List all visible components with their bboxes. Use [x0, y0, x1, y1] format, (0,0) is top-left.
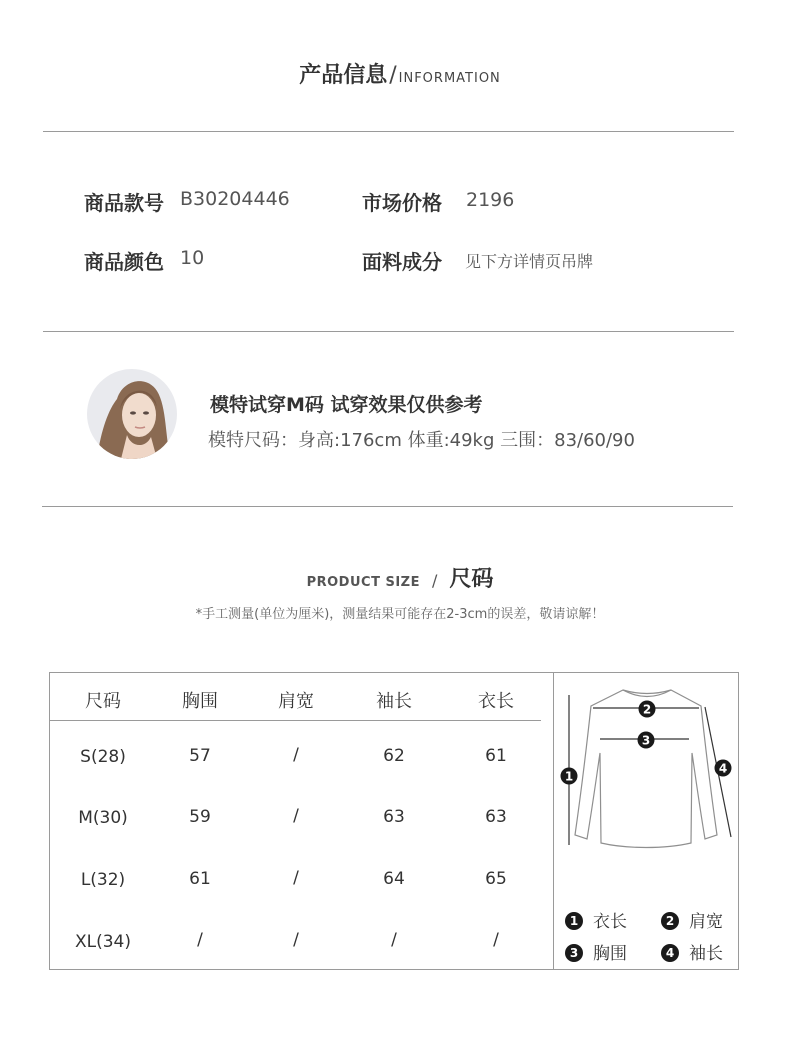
- column-header-shoulder: 肩宽: [278, 691, 314, 712]
- color-label: 商品颜色: [84, 250, 164, 274]
- table-cell: 65: [485, 869, 507, 889]
- info-title-en: INFORMATION: [398, 71, 501, 86]
- garment-measurement-diagram: [555, 673, 738, 863]
- price-label: 市场价格: [362, 191, 442, 215]
- table-cell: 59: [189, 807, 211, 827]
- table-cell: 63: [485, 807, 507, 827]
- info-title-slash: /: [389, 63, 397, 88]
- table-cell: /: [293, 806, 299, 826]
- legend-number: 2: [661, 912, 679, 930]
- size-title-en: PRODUCT SIZE: [306, 575, 420, 590]
- marker-chest: [638, 732, 655, 749]
- style-no-label: 商品款号: [84, 191, 164, 215]
- svg-text:4: 4: [718, 761, 728, 776]
- table-cell: 61: [189, 869, 211, 889]
- table-cell: 62: [383, 746, 405, 766]
- info-title-cn: 产品信息: [299, 63, 388, 88]
- model-fit-title: 模特试穿M码 试穿效果仅供参考: [210, 394, 483, 416]
- table-cell: /: [293, 930, 299, 950]
- divider-top: [43, 131, 734, 132]
- legend-item-shoulder: [661, 907, 723, 932]
- table-cell: /: [293, 868, 299, 888]
- material-label: 面料成分: [362, 250, 442, 274]
- marker-sleeve: [715, 760, 732, 777]
- size-measurement-note: *手工测量(单位为厘米)，测量结果可能存在2-3cm的误差，敬请谅解！: [195, 607, 605, 622]
- table-cell: L(32): [80, 870, 126, 890]
- table-header-rule: [49, 720, 541, 721]
- legend-number: 3: [565, 944, 583, 962]
- svg-text:3: 3: [641, 733, 651, 748]
- info-section-title: [0, 58, 800, 89]
- model-avatar: [87, 369, 177, 459]
- table-cell: /: [197, 930, 203, 950]
- legend-label: 袖长: [689, 944, 723, 964]
- table-cell: /: [493, 930, 499, 950]
- table-cell: 57: [189, 746, 211, 766]
- model-measurements: 模特尺码：身高:176cm 体重:49kg 三围：83/60/90: [208, 430, 635, 451]
- svg-text:1: 1: [564, 769, 574, 784]
- divider-bottom: [42, 506, 733, 507]
- style-no-value: B30204446: [180, 188, 290, 210]
- legend-number: 4: [661, 944, 679, 962]
- legend-label: 衣长: [593, 912, 627, 932]
- svg-text:2: 2: [642, 702, 652, 717]
- marker-shoulder: [639, 701, 656, 718]
- column-header-chest: 胸围: [182, 691, 218, 712]
- table-cell: 64: [383, 869, 405, 889]
- legend-item-length: [565, 907, 627, 932]
- material-value: 见下方详情页吊牌: [465, 252, 594, 271]
- price-value: 2196: [466, 189, 515, 211]
- size-section-title: [0, 562, 800, 593]
- legend-label: 肩宽: [689, 912, 723, 932]
- legend-item-chest: [565, 939, 627, 964]
- divider-middle: [43, 331, 734, 332]
- table-cell: /: [293, 745, 299, 765]
- marker-length: [561, 768, 578, 785]
- table-divider: [553, 672, 554, 970]
- table-cell: /: [391, 930, 397, 950]
- table-cell: 61: [485, 746, 507, 766]
- size-title-cn: 尺码: [449, 567, 494, 592]
- column-header-length: 衣长: [478, 691, 514, 712]
- legend-item-sleeve: [661, 939, 723, 964]
- column-header-size: 尺码: [85, 691, 121, 712]
- legend-label: 胸围: [593, 944, 627, 964]
- table-cell: M(30): [78, 808, 128, 828]
- column-header-sleeve: 袖长: [376, 691, 412, 712]
- color-value: 10: [180, 247, 205, 269]
- size-title-slash: /: [431, 571, 438, 590]
- legend-number: 1: [565, 912, 583, 930]
- table-cell: 63: [383, 807, 405, 827]
- table-cell: XL(34): [74, 932, 131, 952]
- table-cell: S(28): [80, 747, 126, 767]
